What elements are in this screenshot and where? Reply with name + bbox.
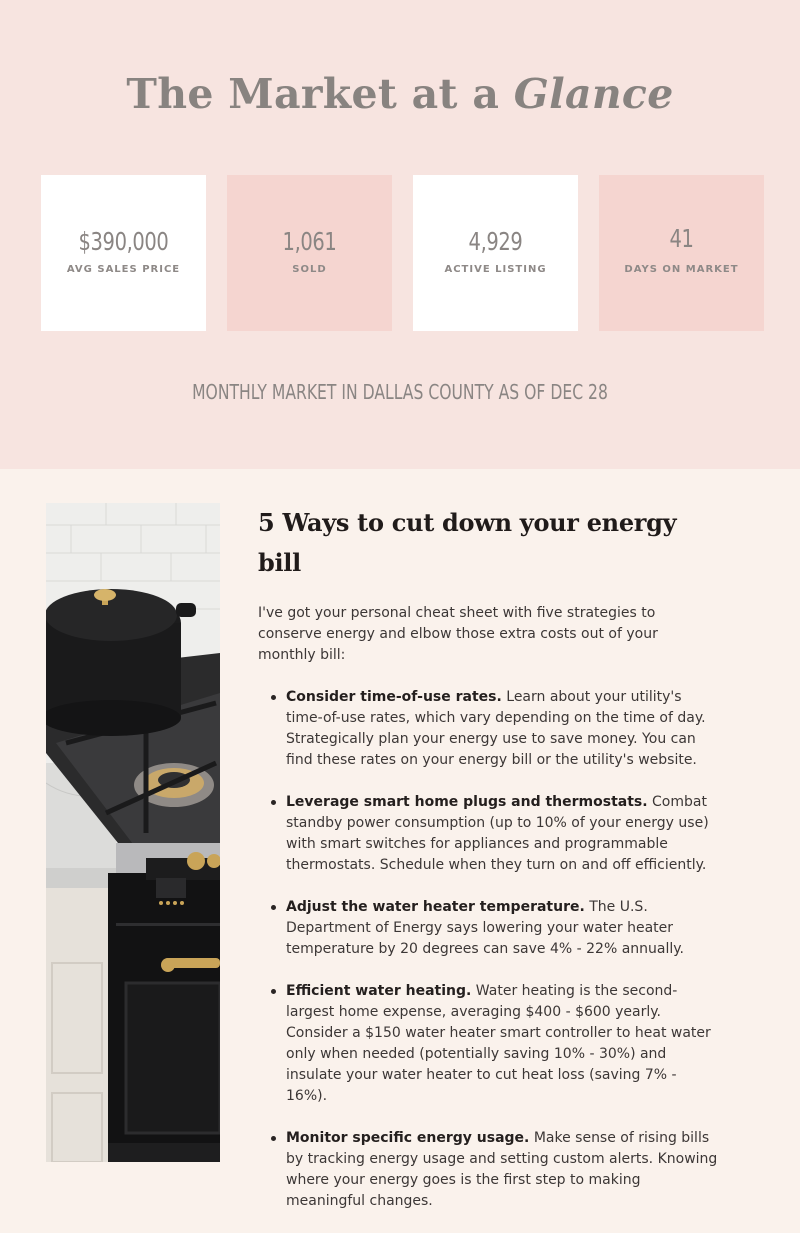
tip-body: Learn about your utility's time-of-use rates, which vary depending on the time of day. Strategically plan your energy use to save money. You can find these rates on your energy bill or the utility's website. <box>286 689 706 768</box>
stove-illustration <box>46 503 220 1162</box>
stat-card-days-on-market <box>599 175 764 331</box>
tip-title: Adjust the water heater temperature. <box>286 899 585 915</box>
list-item <box>258 687 718 771</box>
tip-body: Make sense of rising bills by tracking energy usage and setting custom alerts. Knowing where your energy goes is the first step to making meaningful changes. <box>286 1130 718 1209</box>
stat-value: $390,000 <box>78 227 169 256</box>
tip-title: Efficient water heating. <box>286 983 472 999</box>
stat-value: 1,061 <box>282 227 337 256</box>
page-title <box>0 70 800 118</box>
article-intro: I've got your personal cheat sheet with five strategies to conserve energy and elbow those extra costs out of your monthly bill: <box>258 605 658 663</box>
list-item <box>258 897 718 960</box>
tip-title: Monitor specific energy usage. <box>286 1130 530 1146</box>
list-item <box>258 792 718 876</box>
stat-card-sold <box>227 175 392 331</box>
tip-body: Water heating is the second-largest home expense, averaging $400 - $600 yearly. Consider a $150 water heater smart controller to heat water only when needed (potentially saving 10% - 30%) and insulate your water heater to cut heat loss (saving 7% - 16%). <box>286 983 711 1104</box>
tips-list <box>258 687 718 1212</box>
title-main: The Market at a <box>126 70 514 118</box>
stat-label: SOLD <box>292 264 327 275</box>
stat-card-active-listing <box>413 175 578 331</box>
energy-article <box>258 503 718 1233</box>
tip-title: Leverage smart home plugs and thermostats. <box>286 794 648 810</box>
article-heading: 5 Ways to cut down your energy bill <box>258 508 677 577</box>
market-section <box>0 0 800 469</box>
list-item <box>258 1128 718 1212</box>
stat-label: AVG SALES PRICE <box>66 264 181 275</box>
market-subtitle: MONTHLY MARKET IN DALLAS COUNTY AS OF DEC 28 <box>192 380 608 404</box>
list-item <box>258 981 718 1107</box>
stat-value: 4,929 <box>468 227 523 256</box>
kitchen-stove-photo <box>46 503 220 1162</box>
stat-label: ACTIVE LISTING <box>444 264 547 275</box>
tip-title: Consider time-of-use rates. <box>286 689 502 705</box>
stat-label: DAYS ON MARKET <box>624 264 739 275</box>
tip-body: The U.S. Department of Energy says lowering your water heater temperature by 20 degrees can save 4% - 22% annually. <box>286 899 684 957</box>
title-italic: Glance <box>513 70 674 118</box>
tip-body: Combat standby power consumption (up to 10% of your energy use) with smart switches for appliances and programmable thermostats. Schedule when they turn on and off efficiently. <box>286 794 709 873</box>
stat-value: 41 <box>669 224 694 253</box>
stat-card-avg-sales-price <box>41 175 206 331</box>
